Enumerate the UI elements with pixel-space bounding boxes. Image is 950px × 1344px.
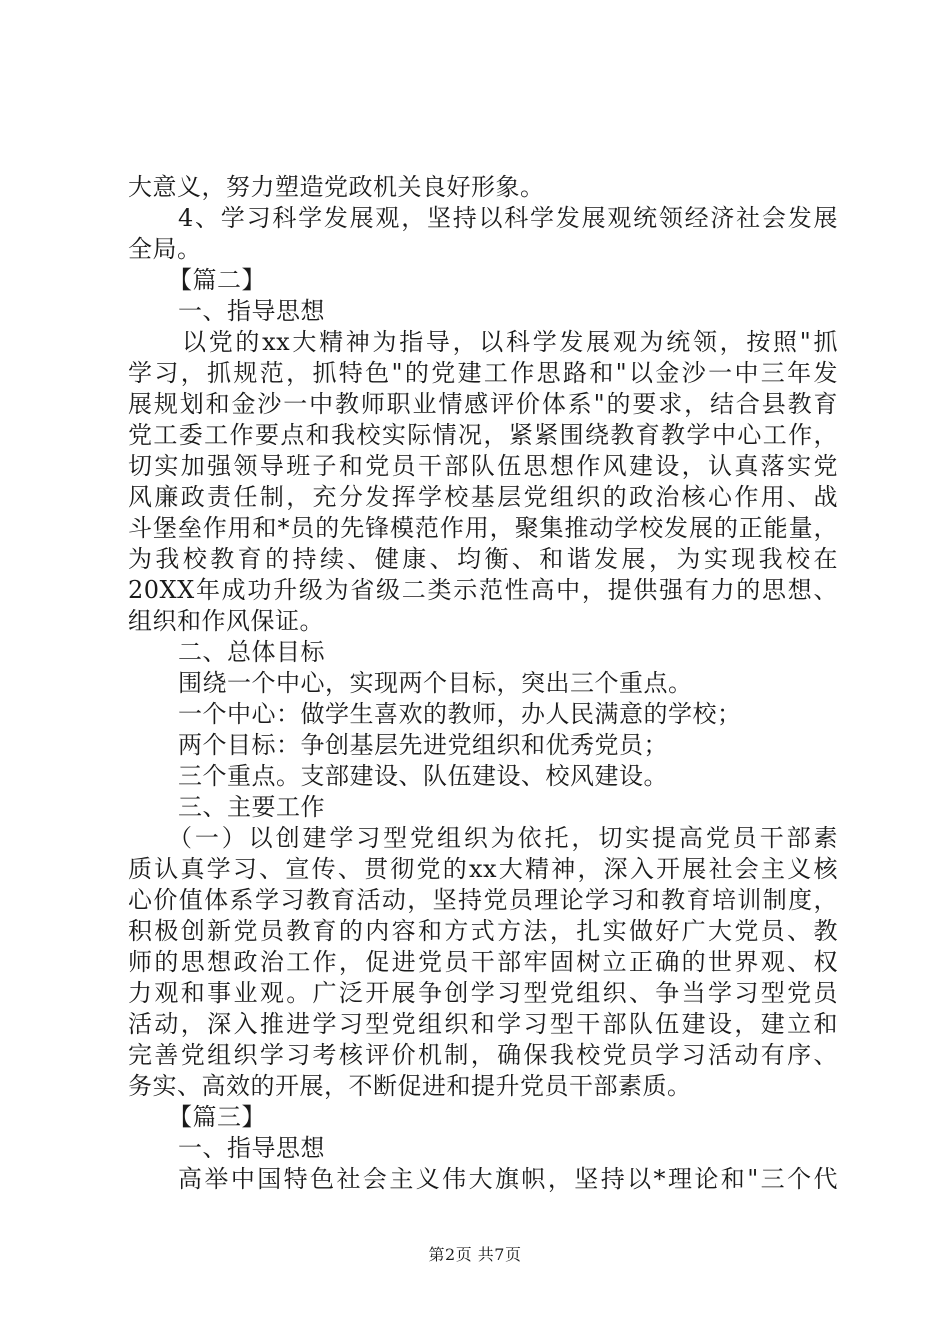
- text-line: 务实、高效的开展，不断促进和提升党员干部素质。: [128, 1072, 692, 1100]
- section-heading: 【篇二】: [168, 266, 266, 294]
- text-line: 质认真学习、宣传、贯彻党的xx大精神，深入开展社会主义核: [128, 855, 838, 883]
- text-line: 两个目标：争创基层先进党组织和优秀党员；: [178, 731, 668, 759]
- text-line: 高举中国特色社会主义伟大旗帜，坚持以*理论和"三个代: [178, 1165, 838, 1193]
- text-line: 4、学习科学发展观，坚持以科学发展观统领经济社会发展: [178, 204, 838, 232]
- text-line: （一）以创建学习型党组织为依托，切实提高党员干部素: [168, 824, 838, 852]
- text-line: 积极创新党员教育的内容和方式方法，扎实做好广大党员、教: [128, 917, 838, 945]
- text-line: 大意义，努力塑造党政机关良好形象。: [128, 173, 545, 201]
- text-line: 党工委工作要点和我校实际情况，紧紧围绕教育教学中心工作，: [128, 421, 838, 449]
- text-line: 切实加强领导班子和党员干部队伍思想作风建设，认真落实党: [128, 452, 838, 480]
- subsection-heading: 一、指导思想: [178, 297, 325, 325]
- text-line: 围绕一个中心，实现两个目标，突出三个重点。: [178, 669, 693, 697]
- text-line: 全局。: [128, 235, 202, 263]
- text-line: 师的思想政治工作，促进党员干部牢固树立正确的世界观、权: [128, 948, 838, 976]
- text-line: 组织和作风保证。: [128, 607, 324, 635]
- text-line: 完善党组织学习考核评价机制，确保我校党员学习活动有序、: [128, 1041, 838, 1069]
- page-number-footer: 第2页 共7页: [428, 1245, 522, 1264]
- text-line: 风廉政责任制，充分发挥学校基层党组织的政治核心作用、战: [128, 483, 838, 511]
- text-line: 活动，深入推进学习型党组织和学习型干部队伍建设，建立和: [128, 1010, 838, 1038]
- text-line: 以党的xx大精神为指导，以科学发展观为统领，按照"抓: [182, 328, 838, 356]
- text-line: 为我校教育的持续、健康、均衡、和谐发展，为实现我校在: [128, 545, 838, 573]
- subsection-heading: 三、主要工作: [178, 793, 325, 821]
- text-line: 20XX年成功升级为省级二类示范性高中，提供强有力的思想、: [128, 576, 838, 604]
- text-line: 心价值体系学习教育活动，坚持党员理论学习和教育培训制度，: [128, 886, 838, 914]
- document-body: [128, 172, 838, 1195]
- subsection-heading: 二、总体目标: [178, 638, 325, 666]
- text-line: 展规划和金沙一中教师职业情感评价体系"的要求，结合县教育: [128, 390, 838, 418]
- subsection-heading: 一、指导思想: [178, 1134, 325, 1162]
- text-line: 三个重点。支部建设、队伍建设、校风建设。: [178, 762, 668, 790]
- section-heading: 【篇三】: [168, 1103, 266, 1131]
- text-line: 一个中心：做学生喜欢的教师，办人民满意的学校；: [178, 700, 742, 728]
- text-line: 学习，抓规范，抓特色"的党建工作思路和"以金沙一中三年发: [128, 359, 838, 387]
- text-line: 力观和事业观。广泛开展争创学习型党组织、争当学习型党员: [128, 979, 838, 1007]
- text-line: 斗堡垒作用和*员的先锋模范作用，聚集推动学校发展的正能量，: [128, 514, 838, 542]
